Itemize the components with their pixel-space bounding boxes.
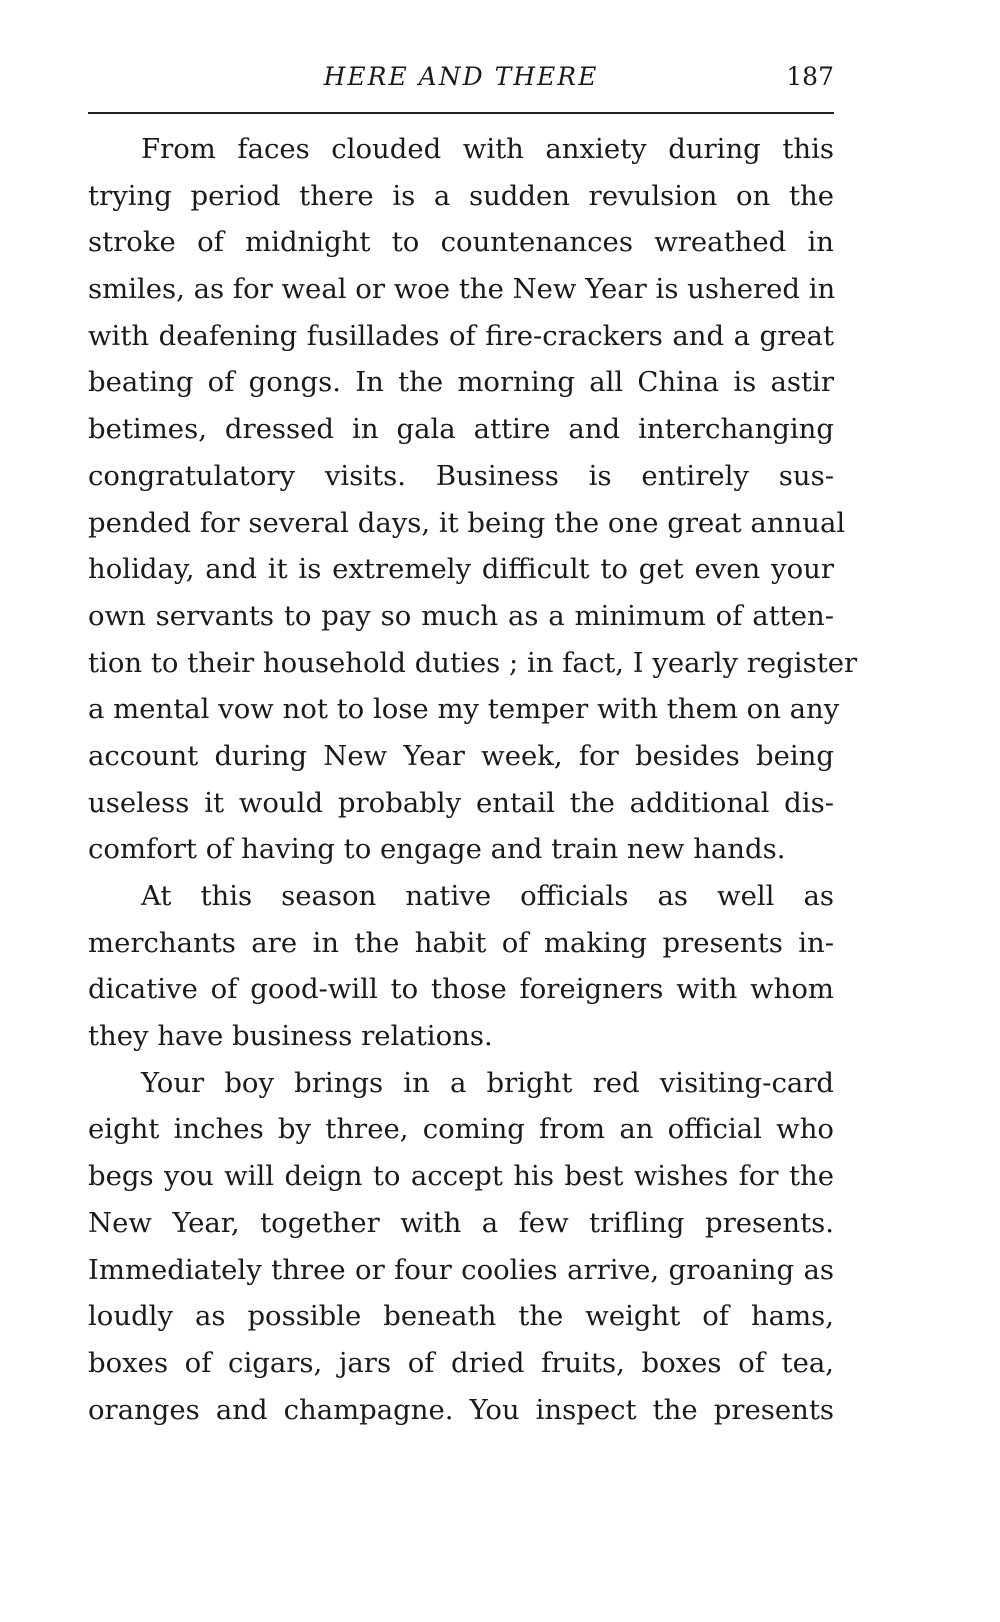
running-head (88, 60, 834, 104)
header-rule (88, 112, 834, 114)
text-line: they have business relations. (88, 1020, 493, 1053)
running-title: HERE AND THERE (323, 62, 599, 91)
paragraph-3 (88, 1060, 834, 1434)
text-line: a mental vow not to lose my temper with them on any (88, 693, 840, 726)
text-line: smiles, as for weal or woe the New Year is ushered in (88, 273, 836, 306)
text-line: holiday, and it is extremely difficult to get even your (88, 553, 834, 586)
text-line: useless it would probably entail the additional dis- (88, 786, 834, 819)
paragraph-2 (88, 873, 834, 1060)
text-line: tion to their household duties ; in fact, I yearly register (88, 646, 858, 679)
text-line: begs you will deign to accept his best wishes for the (88, 1160, 834, 1193)
text-line: From faces clouded with anxiety during this (141, 133, 834, 165)
text-line: pended for several days, it being the one great annual (88, 506, 846, 539)
text-line: betimes, dressed in gala attire and interchanging (88, 413, 834, 446)
page-number: 187 (786, 62, 834, 91)
text-line: trying period there is a sudden revulsion on the (88, 179, 834, 212)
text-line: merchants are in the habit of making presents in- (88, 926, 834, 959)
text-line: congratulatory visits. Business is entirely sus- (88, 459, 834, 492)
paragraph-1 (88, 126, 858, 873)
text-line: eight inches by three, coming from an official who (88, 1113, 834, 1146)
text-line: Immediately three or four coolies arrive, groaning as (88, 1253, 834, 1286)
body-text (88, 126, 858, 1433)
text-line: Your boy brings in a bright red visiting-card (141, 1066, 834, 1099)
text-line: with deafening fusillades of fire-crackers and a great (88, 319, 834, 352)
text-line: boxes of cigars, jars of dried fruits, boxes of tea, (88, 1346, 834, 1379)
text-line: loudly as possible beneath the weight of hams, (88, 1300, 834, 1333)
text-line: oranges and champagne. You inspect the presents (88, 1393, 834, 1426)
text-line: comfort of having to engage and train new hands. (88, 833, 786, 866)
text-line: dicative of good-will to those foreigners with whom (88, 973, 834, 1006)
text-line: beating of gongs. In the morning all China is astir (88, 366, 834, 399)
text-line: New Year, together with a few trifling presents. (88, 1206, 834, 1239)
text-line: At this season native officials as well as (141, 880, 834, 912)
text-line: stroke of midnight to countenances wreathed in (88, 226, 834, 259)
text-line: own servants to pay so much as a minimum of atten- (88, 599, 834, 632)
text-line: account during New Year week, for besides being (88, 739, 834, 772)
